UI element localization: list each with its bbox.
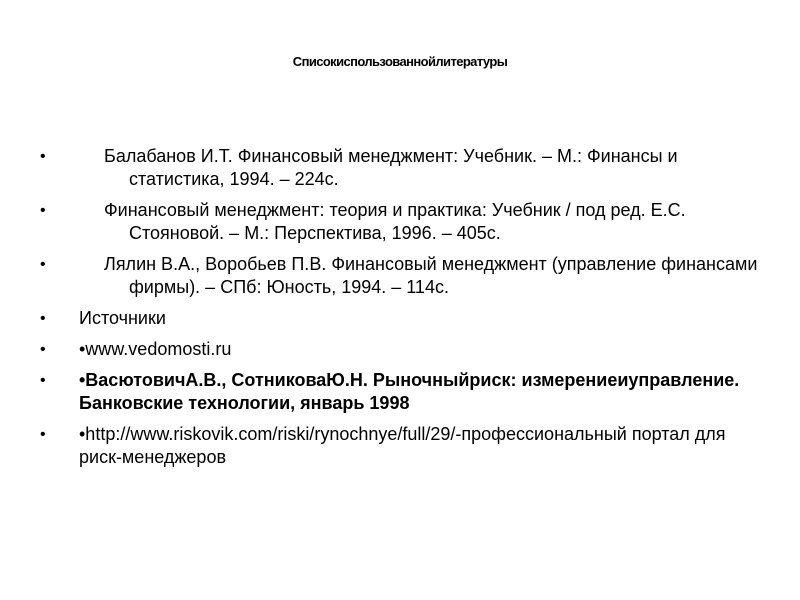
reference-text: Балабанов И.Т. Финансовый менеджмент: Учебник. – М.: Финансы и статистика, 1994. – 224с. xyxy=(104,146,678,189)
reference-text: Финансовый менеджмент: теория и практика: Учебник / под ред. Е.С. Стояновой. – М.: Перспектива, 1996. – 405с. xyxy=(104,200,686,243)
list-item xyxy=(40,145,770,191)
list-item xyxy=(40,253,770,299)
bullet-icon: • xyxy=(40,341,46,358)
bullet-icon: • xyxy=(40,372,46,389)
bullet-icon: • xyxy=(40,148,46,165)
source-link: •www.vedomosti.ru xyxy=(79,339,232,359)
bullet-icon: • xyxy=(40,426,46,443)
list-item xyxy=(40,199,770,245)
bullet-icon: • xyxy=(40,310,46,327)
source-text: •ВасютовичА.В., СотниковаЮ.Н. Рыночныйриск: измерениеиуправление. Банковские технологии, январь 1998 xyxy=(79,370,740,413)
list-item xyxy=(40,423,770,469)
list-item xyxy=(40,369,770,415)
section-heading: Источники xyxy=(79,308,166,328)
list-item xyxy=(40,338,770,361)
references-list xyxy=(40,145,770,477)
source-link: •http://www.riskovik.com/riski/rynochnye/full/29/-профессиональный портал для риск-менеджеров xyxy=(79,424,726,467)
reference-text: Лялин В.А., Воробьев П.В. Финансовый менеджмент (управление финансами фирмы). – СПб: Юность, 1994. – 114с. xyxy=(104,254,758,297)
bullet-icon: • xyxy=(40,256,46,273)
page-title: Списокиспользованнойлитературы xyxy=(292,54,508,69)
bullet-icon: • xyxy=(40,202,46,219)
list-item xyxy=(40,307,770,330)
